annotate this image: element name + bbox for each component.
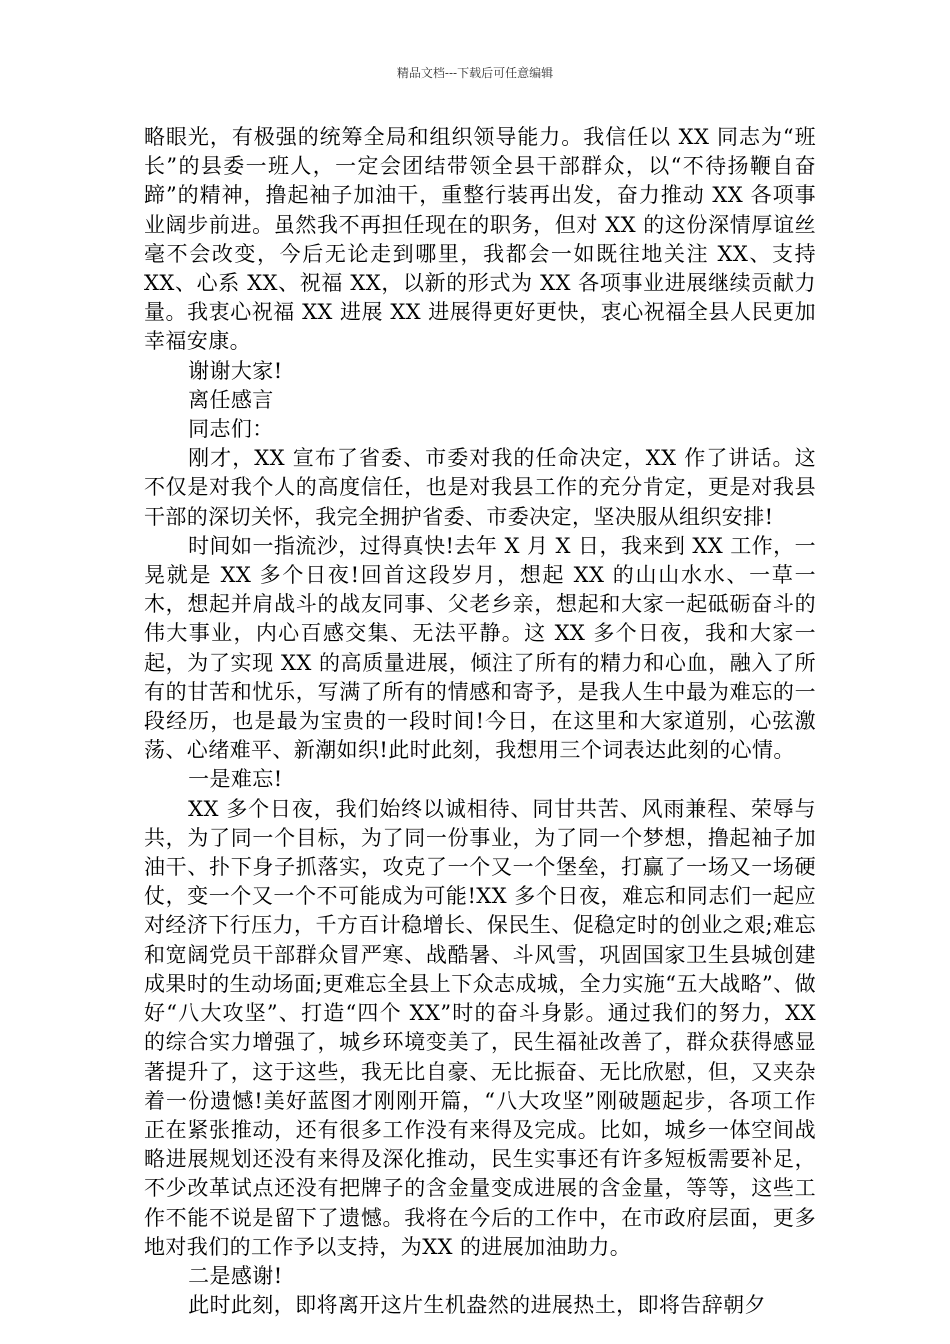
section-heading: 一是难忘! <box>188 767 283 792</box>
paragraph: XX 多个日夜，我们始终以诚相待、同甘共苦、风雨兼程、荣辱与共，为了同一个目标，为了同一份事业，为了同一个梦想，撸起袖子加油干、扑下身子抓落实，攻克了一个又一个堡垒，打赢了一场又一场硬仗，变一个又一个不可能成为可能!XX 多个日夜，难忘和同志们一起应对经济下行压力，千方百计稳增长、保民生、促稳定时的创业之艰;难忘和宽阔党员干部群众冒严寒、战酷暑、斗风雪，巩固国家卫生县城创建成果时的生动场面;更难忘全县上下众志成城，全力实施“五大战略”、做好“八大攻坚”、打造“四个 XX”时的奋斗身影。通过我们的努力，XX 的综合实力增强了，城乡环境变美了，民生福祉改善了，群众获得感显著提升了，这于这些，我无比自豪、无比振奋、无比欣慰，但，又夹杂着一份遗憾!美好蓝图才刚刚开篇，“八大攻坚”刚破题起步，各项工作正在紧张推动，还有很多工作没有来得及完成。比如，城乡一体空间战略进展规划还没有来得及深化推动，民生实事还有许多短板需要补足，不少改革试点还没有把牌子的含金量变成进展的含金量，等等，这些工作不能不说是留下了遗憾。我将在今后的工作中，在市政府层面，更多地对我们的工作予以支持，为XX 的进展加油助力。 <box>144 796 824 1259</box>
paragraph-continuation: 略眼光，有极强的统筹全局和组织领导能力。我信任以 XX 同志为“班长”的县委一班人，一定会团结带领全县干部群众，以“不待扬鞭自奋蹄”的精神，撸起袖子加油干，重整行装再出发，奋力推动 XX 各项事业阔步前进。虽然我不再担任现在的职务，但对 XX 的这份深情厚谊丝毫不会改变，今后无论走到哪里，我都会一如既往地关注 XX、支持 XX、心系 XX、祝福 XX，以新的形式为 XX 各项事业进展继续贡献力量。我衷心祝福 XX 进展 XX 进展得更好更快，衷心祝福全县人民更加幸福安康。 <box>144 125 824 354</box>
section-heading: 二是感谢! <box>188 1263 283 1288</box>
paragraph-thanks: 谢谢大家! <box>188 358 283 383</box>
paragraph: 刚才，XX 宣布了省委、市委对我的任命决定，XX 作了讲话。这不仅是对我个人的高度信任，也是对我县工作的充分肯定，更是对我县干部的深切关怀，我完全拥护省委、市委决定，坚决服从组织安排! <box>144 446 816 529</box>
section-title: 离任感言 <box>188 387 274 412</box>
paragraph: 时间如一指流沙，过得真快!去年 X 月 X 日，我来到 XX 工作，一晃就是 XX 多个日夜!回首这段岁月，想起 XX 的山山水水、一草一木，想起并肩战斗的战友同事、父老乡亲，想起和大家一起砥砺奋斗的伟大事业，内心百感交集、无法平静。这 XX 多个日夜，我和大家一起，为了实现 XX 的高质量进展，倾注了所有的精力和心血，融入了所有的甘苦和忧乐，写满了所有的情感和寄予，是我人生中最为难忘的一段经历，也是最为宝贵的一段时间!今日，在这里和大家道别，心弦激荡、心绪难平、新潮如织!此时此刻，我想用三个词表达此刻的心情。 <box>144 533 816 763</box>
salutation: 同志们： <box>188 417 274 442</box>
page-header: 精品文档---下载后可任意编辑 <box>396 66 554 80</box>
paragraph: 此时此刻，即将离开这片生机盎然的进展热土，即将告辞朝夕 <box>188 1293 766 1318</box>
document-body <box>144 123 824 1320</box>
